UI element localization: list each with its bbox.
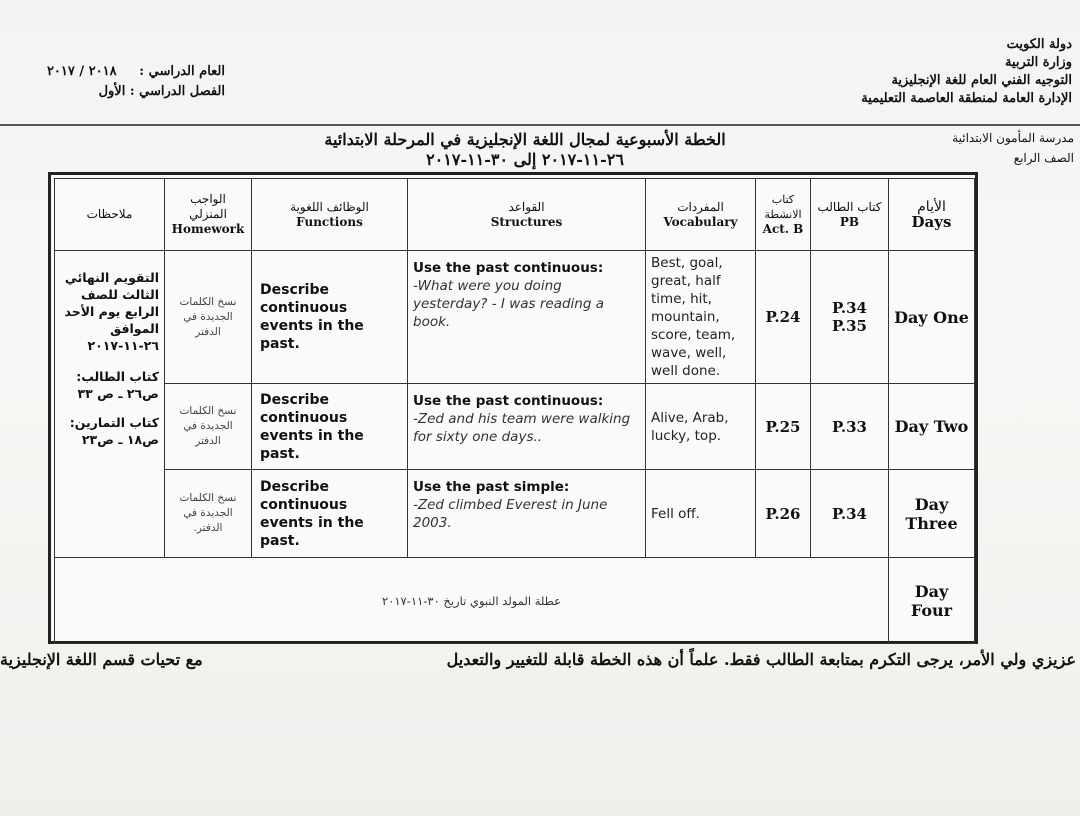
functions-header: الوظائف اللغوية Functions	[252, 179, 408, 251]
notes-header: ملاحظات	[55, 179, 165, 251]
term-label: الفصل الدراسي :	[129, 84, 225, 99]
day-cell: Day One	[889, 251, 975, 384]
grade-name: الصف الرابع	[1013, 151, 1074, 165]
year-value: ٢٠١٨ / ٢٠١٧	[46, 64, 117, 79]
term-value: الأول	[98, 84, 126, 99]
function-cell: Describe continuous events in the past.	[252, 251, 408, 384]
vocabulary-header: المفردات Vocabulary	[646, 179, 756, 251]
plan-date-range: ٢٦-١١-٢٠١٧ إلى ٣٠-١١-٢٠١٧	[426, 150, 624, 169]
activity-book-cell: P.25	[756, 384, 811, 470]
structure-cell: Use the past continuous: -What were you doing yesterday? - I was reading a book.	[408, 251, 646, 384]
academic-year-block	[10, 62, 225, 102]
parent-note: عزيزي ولي الأمر، يرجى التكرم بمتابعة الطالب فقط. علماً أن هذه الخطة قابلة للتغيير والتعديل	[446, 650, 1076, 669]
table-row	[55, 384, 975, 470]
table-header-row	[55, 179, 975, 251]
activity-book-header: كتاب الانشطة Act. B	[756, 179, 811, 251]
homework-header: الواجب المنزلي Homework	[165, 179, 252, 251]
notes-cell: التقويم النهائي الثالث للصف الرابع يوم الأحد الموافق ٢٦-١١-٢٠١٧ كتاب الطالب: ص٢٦ ـ ص ٣٣ كتاب التمارين: ص١٨ ـ ص٢٣	[55, 251, 165, 558]
ministry-line: وزارة التربية	[1005, 55, 1072, 70]
table-row	[55, 558, 975, 644]
pupil-book-cell: P.34	[811, 470, 889, 558]
structure-cell: Use the past simple: -Zed climbed Everest in June 2003.	[408, 470, 646, 558]
holiday-cell: عطلة المولد النبوي تاريخ ٣٠-١١-٢٠١٧	[55, 558, 889, 644]
vocabulary-cell: Alive, Arab, lucky, top.	[646, 384, 756, 470]
pupil-book-cell: P.34 P.35	[811, 251, 889, 384]
table-row	[55, 251, 975, 384]
academic-term	[10, 82, 225, 102]
structure-cell: Use the past continuous: -Zed and his team were walking for sixty one days..	[408, 384, 646, 470]
weekly-plan-table	[48, 172, 978, 644]
function-cell: Describe continuous events in the past.	[252, 470, 408, 558]
days-header: الأيام Days	[889, 179, 975, 251]
country-line: دولة الكويت	[1006, 37, 1072, 52]
structures-header: القواعد Structures	[408, 179, 646, 251]
day-cell: Day Four	[889, 558, 975, 644]
school-block	[952, 128, 1074, 168]
function-cell: Describe continuous events in the past.	[252, 384, 408, 470]
plan-title-line: الخطة الأسبوعية لمجال اللغة الإنجليزية في المرحلة الابتدائية	[324, 130, 726, 149]
pupil-book-header: كتاب الطالب PB	[811, 179, 889, 251]
pupil-book-cell: P.33	[811, 384, 889, 470]
activity-book-cell: P.24	[756, 251, 811, 384]
homework-cell: نسخ الكلمات الجديدة في الدفتر.	[165, 470, 252, 558]
homework-cell: نسخ الكلمات الجديدة في الدفتر	[165, 251, 252, 384]
year-label: العام الدراسي :	[139, 64, 225, 79]
vocabulary-cell: Fell off.	[646, 470, 756, 558]
day-cell: Day Three	[889, 470, 975, 558]
district-line: الإدارة العامة لمنطقة العاصمة التعليمية	[861, 91, 1072, 106]
ministry-header	[861, 36, 1072, 108]
vocabulary-cell: Best, goal, great, half time, hit, mountain, score, team, wave, well, well done.	[646, 251, 756, 384]
academic-year	[10, 62, 225, 82]
header-divider	[0, 124, 1080, 126]
plan-title	[270, 130, 780, 170]
school-name: مدرسة المأمون الابتدائية	[952, 131, 1074, 145]
department-signoff: مع تحيات قسم اللغة الإنجليزية	[0, 650, 203, 669]
department-line: التوجيه الفني العام للغة الإنجليزية	[891, 73, 1072, 88]
table-row	[55, 470, 975, 558]
homework-cell: نسخ الكلمات الجديدة في الدفتر	[165, 384, 252, 470]
day-cell: Day Two	[889, 384, 975, 470]
activity-book-cell: P.26	[756, 470, 811, 558]
